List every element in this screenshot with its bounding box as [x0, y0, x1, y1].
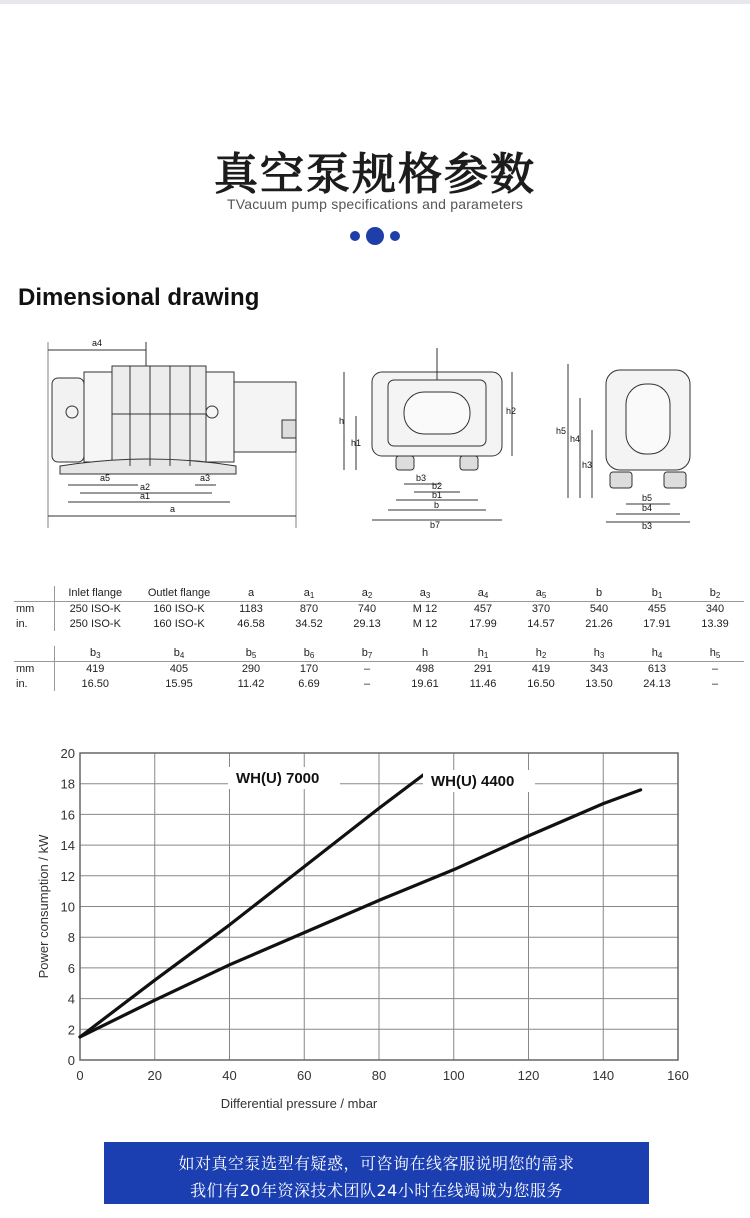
- column-header: h: [396, 646, 454, 661]
- dim-label: h: [339, 416, 345, 426]
- x-tick-label: 160: [667, 1068, 689, 1083]
- dim-label: h1: [351, 438, 362, 448]
- column-header: $a_5$: [512, 586, 570, 601]
- dot-icon: [366, 227, 384, 245]
- column-header: $b_2$: [686, 586, 744, 601]
- x-tick-label: 0: [76, 1068, 84, 1083]
- dim-label: a4: [92, 338, 103, 348]
- dim-label: a2: [140, 482, 151, 492]
- x-tick-label: 40: [222, 1068, 237, 1083]
- dot-icon: [350, 231, 360, 241]
- y-tick-label: 20: [60, 746, 75, 761]
- table-row: in. 250 ISO-K 160 ISO-K 46.58 34.52 29.13 M 12 17.99 14.57 21.26 17.91 13.39: [16, 617, 729, 630]
- series-label: WH(U) 4400: [431, 773, 515, 790]
- spec-table-1: [14, 586, 744, 631]
- dimensional-drawing: [0, 330, 750, 540]
- dim-label: b4: [642, 503, 653, 513]
- dim-label: b5: [642, 493, 653, 503]
- table-header-row: [14, 586, 744, 601]
- x-tick-label: 100: [442, 1068, 465, 1083]
- column-header: Outlet flange: [136, 586, 222, 601]
- dim-label: a: [170, 504, 176, 514]
- power-consumption-chart: [30, 735, 720, 1120]
- x-tick-label: 140: [592, 1068, 615, 1083]
- column-header: $h_2$: [512, 646, 570, 661]
- unit-label: in.: [14, 616, 54, 631]
- banner-line-2: 我们有20年资深技术团队24小时在线竭诚为您服务: [190, 1181, 563, 1200]
- unit-label: mm: [14, 661, 54, 676]
- column-header: $b_6$: [280, 646, 338, 661]
- column-header: a: [222, 586, 280, 601]
- dim-label: h5: [556, 426, 567, 436]
- dim-label: h4: [570, 434, 581, 444]
- spec-table-2: [14, 646, 744, 691]
- decorative-dots: [0, 226, 750, 246]
- dim-label: b3: [416, 473, 427, 483]
- column-header: $b_3$: [54, 646, 136, 661]
- y-tick-label: 10: [60, 899, 75, 915]
- column-header: $b_5$: [222, 646, 280, 661]
- dim-label: h2: [506, 406, 517, 416]
- column-header: $a_2$: [338, 586, 396, 601]
- table-row: in. 16.50 15.95 11.42 6.69 – 19.61 11.46 16.50 13.50 24.13 –: [16, 677, 719, 690]
- unit-label: in.: [14, 676, 54, 691]
- contact-banner: [104, 1142, 649, 1204]
- y-tick-label: 4: [67, 991, 75, 1007]
- column-header: $h_3$: [570, 646, 628, 661]
- column-header: $b_7$: [338, 646, 396, 661]
- column-header: $h_5$: [686, 646, 744, 661]
- y-tick-label: 6: [67, 960, 75, 976]
- dim-label: h3: [582, 460, 593, 470]
- x-axis-label: Differential pressure / mbar: [220, 1096, 378, 1111]
- column-header: $b_4$: [136, 646, 222, 661]
- y-tick-label: 12: [60, 868, 75, 884]
- dim-label: a5: [100, 473, 111, 483]
- x-tick-label: 20: [147, 1068, 162, 1083]
- y-tick-label: 18: [60, 776, 75, 792]
- y-tick-label: 14: [60, 838, 75, 854]
- dim-label: b1: [432, 490, 443, 500]
- table-row: mm 250 ISO-K 160 ISO-K 1183 870 740 M 12 457 370 540 455 340: [16, 602, 725, 615]
- table-header-row: [14, 646, 744, 661]
- page-title: 真空泵规格参数: [214, 149, 536, 200]
- y-tick-label: 8: [67, 930, 75, 946]
- dim-label: a3: [200, 473, 211, 483]
- y-tick-label: 0: [67, 1053, 75, 1068]
- column-header: b: [570, 586, 628, 601]
- dim-label: b7: [430, 520, 441, 530]
- dim-label: b2: [432, 481, 443, 491]
- column-header: $a_3$: [396, 586, 454, 601]
- x-tick-label: 80: [371, 1068, 387, 1083]
- series-line-2: [80, 790, 641, 1037]
- x-tick-label: 60: [297, 1068, 312, 1083]
- dim-label: b3: [642, 521, 653, 531]
- column-header: $h_1$: [454, 646, 512, 661]
- column-header: $a_4$: [454, 586, 512, 601]
- column-header: $b_1$: [628, 586, 686, 601]
- dim-label: a1: [140, 491, 151, 501]
- y-tick-label: 2: [67, 1022, 75, 1038]
- series-line-1: [80, 774, 424, 1036]
- top-divider: [0, 0, 750, 4]
- dim-label: b: [434, 500, 440, 510]
- column-header: $h_4$: [628, 646, 686, 661]
- column-header: Inlet flange: [54, 586, 136, 601]
- y-tick-label: 16: [60, 807, 75, 823]
- series-label: WH(U) 7000: [236, 770, 320, 787]
- banner-line-1: 如对真空泵选型有疑惑，可咨询在线客服说明您的需求: [178, 1154, 575, 1173]
- dot-icon: [390, 231, 400, 241]
- y-axis-label: Power consumption / kW: [36, 834, 51, 979]
- table-row: mm 419 405 290 170 – 498 291 419 343 613 –: [16, 662, 719, 675]
- section-heading: Dimensional drawing: [18, 284, 260, 311]
- x-tick-label: 120: [517, 1068, 540, 1083]
- column-header: $a_1$: [280, 586, 338, 601]
- unit-label: mm: [14, 601, 54, 616]
- page-subtitle: TVacuum pump specifications and parameters: [226, 196, 524, 212]
